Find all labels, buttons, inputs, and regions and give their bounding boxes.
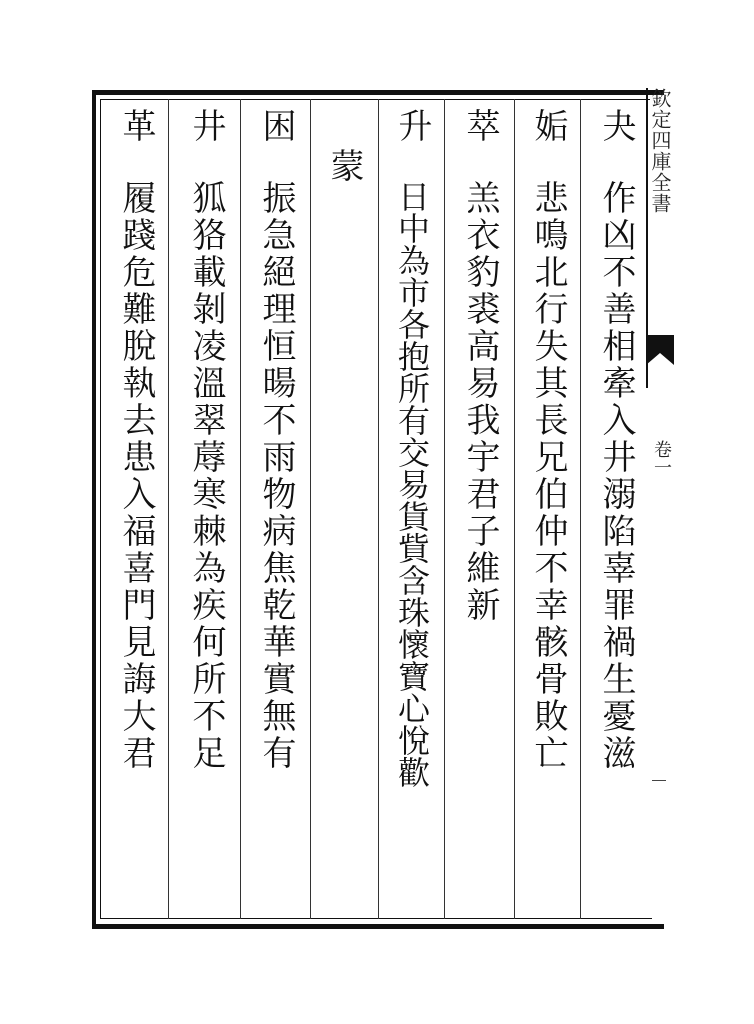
verse-text: 悲鳴北行失其長兄伯仲不幸骸骨敗亡 (528, 180, 568, 772)
hexagram-name: 夬 (596, 108, 636, 145)
verse-text: 羔衣豹裘高易我宇君子維新 (460, 180, 500, 624)
left-border (92, 90, 96, 929)
column-rule (240, 99, 241, 919)
hexagram-name: 困 (256, 108, 296, 145)
verse-text: 振急絕理恒暘不雨物病焦乾華實無有 (256, 180, 296, 772)
verse-text: 履踐危難脫執去患入福喜門見誨大君 (116, 180, 156, 772)
verse-text: 日中為市各抱所有交易貨貲含珠懷寶心悅歡 (393, 180, 431, 788)
hexagram-name: 姤 (528, 108, 568, 145)
top-inner-border (100, 99, 650, 100)
column-rule (444, 99, 445, 919)
column-rule (514, 99, 515, 919)
left-inner-border (100, 99, 101, 919)
hexagram-name: 革 (116, 108, 156, 145)
verse-text: 作凶不善相牽入井溺陷辜罪禍生憂滋 (596, 180, 636, 772)
hexagram-name: 井 (186, 108, 226, 145)
bottom-border (92, 924, 664, 929)
column-rule (310, 99, 311, 919)
column-rule (168, 99, 169, 919)
volume-number: 卷一 (651, 440, 672, 476)
column-rule (580, 99, 581, 919)
top-border (92, 90, 664, 95)
bottom-inner-border (100, 918, 652, 919)
hexagram-name: 萃 (460, 108, 500, 145)
section-heading: 蒙 (324, 148, 364, 185)
column-rule (378, 99, 379, 919)
margin-tick (652, 780, 666, 781)
margin-title: 欽定四庫全書 (646, 88, 672, 388)
hexagram-name: 升 (392, 108, 432, 145)
verse-text: 狐狢載剝凌溫翠蓐寒棘為疾何所不足 (186, 180, 226, 772)
